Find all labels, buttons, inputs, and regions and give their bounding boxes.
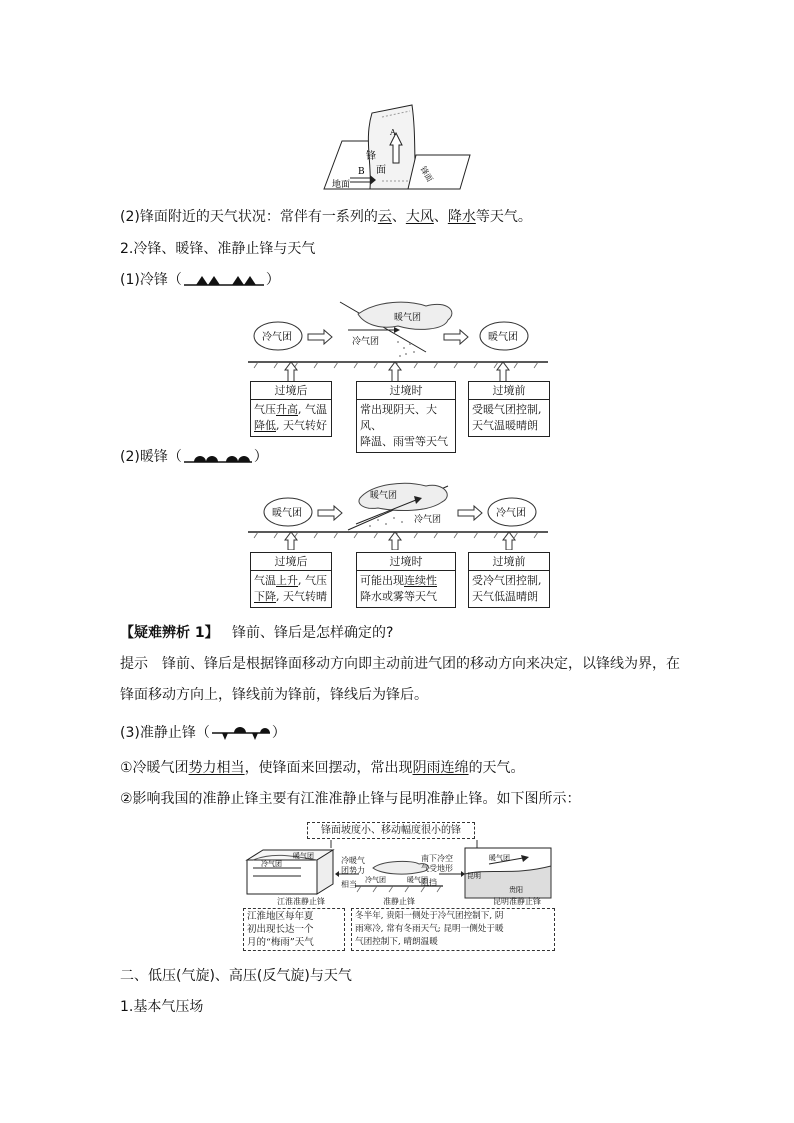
fig1-label-side: 锋面 [418,165,435,184]
cold-after-box: 过境后 气压升高, 气温 降低, 天气转好 [250,381,332,437]
warm-front-symbol [182,450,254,464]
section-heading-fronts: 2.冷锋、暖锋、准静止锋与天气 [120,241,316,257]
fig-kunming-label: 昆明 [467,872,481,880]
subheading-basic-pressure: 1.基本气压场 [120,999,204,1015]
fig-right-note-box: 冬半年, 贵阳一侧处于冷气团控制下, 阴 雨寒冷, 常有冬雨天气; 昆明一侧处于暖 气团控制下, 晴朗温暖 [351,908,555,951]
fig-left-warm-label: 暖气团 [293,852,314,860]
fig-left-cold-label: 冷气团 [261,860,282,868]
fig-jh-label: 江淮准静止锋 [277,897,325,906]
fig1-label-a: A [390,128,396,137]
fig-left-mid-2: 团势力 [341,866,365,875]
fig-mid-cold-label: 冷气团 [365,876,386,884]
fig-zj-label: 准静止锋 [383,897,415,906]
stationary-figure [243,822,553,954]
fig-left-mid-3: 相当 [341,880,357,889]
term-cloud: 云 [377,209,392,225]
cold-before-box: 过境前 受暖气团控制, 天气温暖晴朗 [468,381,550,437]
warm-mass-left-label: 暖气团 [272,508,302,519]
fig-left-mid-1: 冷暖气 [341,856,365,865]
fig1-label-b: B [358,167,365,177]
stationary-front-symbol [210,724,272,742]
fig-left-note-box: 江淮地区每年夏 初出现长达一个 月的“梅雨”天气 [243,908,345,951]
stationary-item1: ①冷暖气团势力相当，使锋面来回摆动，常出现阴雨连绵的天气。 [120,760,525,776]
term-wind: 大风 [405,209,434,225]
warm-mass-right-label: 暖气团 [488,332,518,343]
fig1-label-face: 面 [376,165,386,176]
faq-heading [120,623,393,643]
fig-right-mid-2: 气受地形 [421,864,453,873]
warm-mass-mid-label: 暖气团 [370,491,398,501]
fig-right-mid-1: 南下冷空 [421,854,453,863]
cold-during-box: 过境时 常出现阴天、大风、 降温、雨雪等天气 [356,381,456,453]
cold-front-heading: (1)冷锋（ ） [120,272,280,288]
faq-question: 锋前、锋后是怎样确定的? [231,625,394,641]
cold-front-symbol [182,273,266,287]
cold-mass-left-label: 冷气团 [262,332,292,343]
section-heading-pressure: 二、低压(气旋)、高压(反气旋)与天气 [120,968,352,984]
warm-during-box: 过境时 可能出现连续性 降水或雾等天气 [356,552,456,608]
faq-answer-line1: 提示 锋前、锋后是根据锋面移动方向即主动前进气团的移动方向来决定，以锋线为界，在 [120,656,680,672]
term-precip: 降水 [447,209,476,225]
fig-top-label: 锋面坡度小、移动幅度很小的锋 [307,822,475,839]
faq-answer-line2: 锋面移动方向上，锋线前为锋前，锋线后为锋后。 [120,687,428,703]
stationary-fig-drawings [243,838,553,904]
stationary-front-heading: (3)准静止锋（ ） [120,725,286,741]
warm-front-diagram [248,478,548,550]
faq-tag: 【疑难辨析 1】 [120,625,219,641]
fig-km-label: 昆明准静止锋 [493,897,541,906]
fig1-label-front: 锋 [366,151,376,162]
warm-front-heading: (2)暖锋（ ） [120,449,268,465]
fig1-label-ground: 地面 [332,180,351,190]
fig-right-warm-label: 暖气团 [489,854,510,862]
cold-mass-right-label: 冷气团 [496,508,526,519]
front-surface-diagram [320,103,480,193]
warm-mass-top-label: 暖气团 [394,313,422,323]
fig-right-mid-3: 阻挡 [421,878,437,887]
warm-before-box: 过境前 受冷气团控制, 天气低温晴朗 [468,552,550,608]
stationary-item2: ②影响我国的准静止锋主要有江淮准静止锋与昆明准静止锋。如下图所示： [120,791,581,807]
fig-guiyang-label: 贵阳 [509,886,523,894]
cold-mass-mid-label-w: 冷气团 [414,515,442,525]
cold-mass-mid-label: 冷气团 [352,337,380,347]
front-weather-paragraph: (2)锋面附近的天气状况：常伴有一系列的云、大风、降水等天气。 [120,209,532,225]
fig-mid-warm-label: 暖气团 [407,876,428,884]
warm-after-box: 过境后 气温上升, 气压 下降, 天气转晴 [250,552,332,608]
cold-front-diagram [248,296,548,386]
